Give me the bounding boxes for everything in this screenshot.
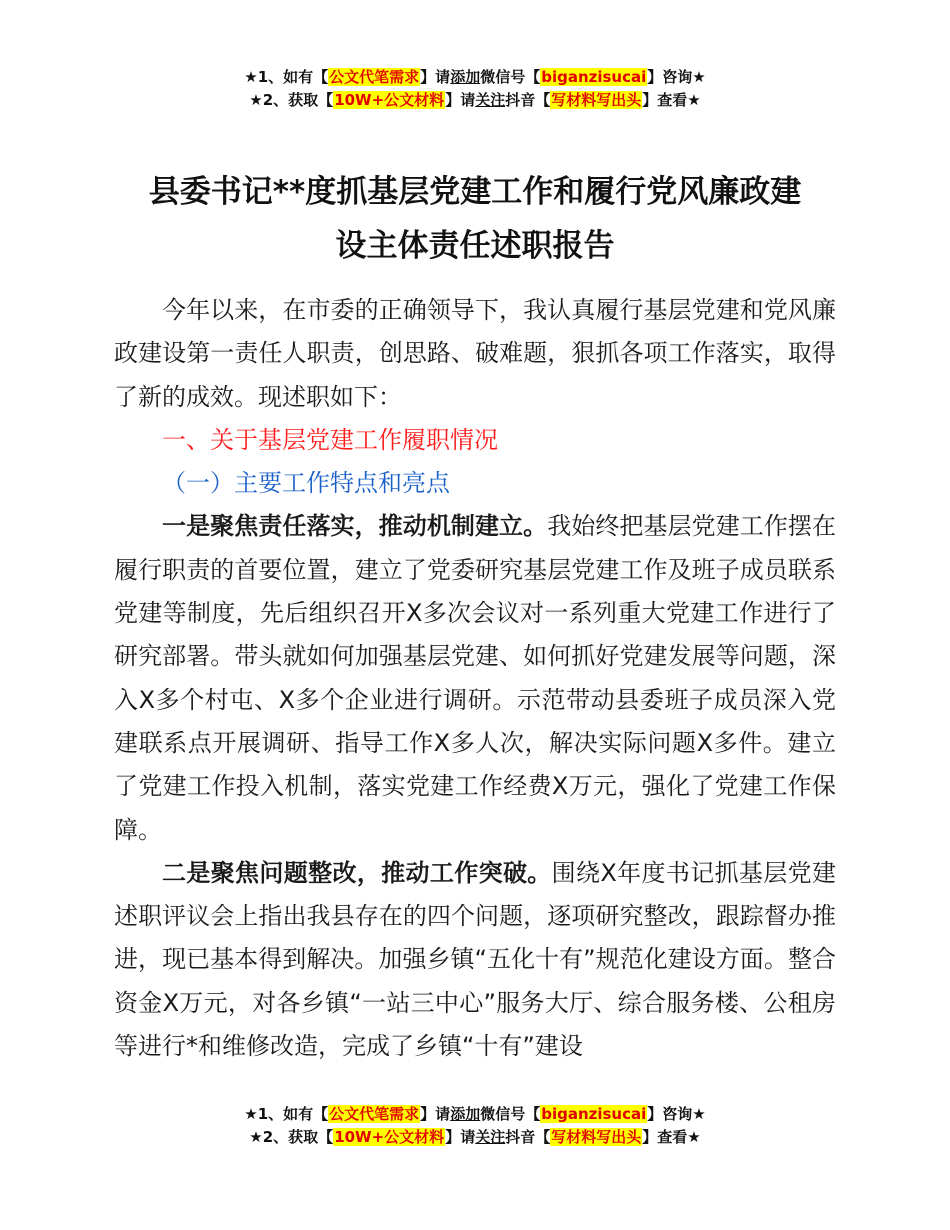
banner-text: 】查看★ (642, 1128, 701, 1146)
banner-underline: 添加 (450, 1105, 481, 1123)
banner-highlight: 公文代笔需求 (329, 1105, 420, 1123)
banner-line-1 (0, 1103, 950, 1126)
paragraph-lead: 二是聚焦问题整改，推动工作突破。 (162, 858, 552, 887)
banner-text: 】咨询★ (647, 1105, 706, 1123)
banner-text: ★1、如有【 (244, 68, 329, 86)
banner-text: 微信号【 (480, 68, 541, 86)
banner-text: 抖音【 (505, 91, 551, 109)
banner-line-2 (0, 1126, 950, 1149)
banner-underline: 添加 (450, 68, 481, 86)
section-heading: 一、关于基层党建工作履职情况 (162, 425, 498, 454)
banner-highlight: 写材料写出头 (551, 91, 642, 109)
banner-text: 】请 (420, 68, 451, 86)
banner-highlight: 10W+公文材料 (334, 1128, 445, 1146)
paragraph-1 (114, 505, 836, 851)
document-title (100, 165, 850, 273)
banner-text: ★1、如有【 (244, 1105, 329, 1123)
banner-line-2 (0, 89, 950, 112)
banner-text: 】查看★ (642, 91, 701, 109)
paragraph-text: 我始终把基层党建工作摆在履行职责的首要位置，建立了党委研究基层党建工作及班子成员联系党建等制度，先后组织召开X多次会议对一系列重大党建工作进行了研究部署。带头就如何加强基层党建、如何抓好党建发展等问题，深入X多个村屯、X多个企业进行调研。示范带动县委班子成员深入党建联系点开展调研、指导工作X多人次，解决实际问题X多件。建立了党建工作投入机制，落实党建工作经费X万元，强化了党建工作保障。 (114, 512, 837, 844)
banner-text: 】请 (420, 1105, 451, 1123)
banner-line-1 (0, 66, 950, 89)
header-banner (0, 66, 950, 112)
banner-text: ★2、获取【 (249, 1128, 334, 1146)
banner-text: 抖音【 (505, 1128, 551, 1146)
paragraph-lead: 一是聚焦责任落实，推动机制建立。 (162, 512, 548, 541)
subsection-heading: （一）主要工作特点和亮点 (162, 469, 450, 498)
banner-text: 微信号【 (480, 1105, 541, 1123)
banner-text: 】请 (445, 91, 476, 109)
banner-underline: 关注 (475, 1128, 506, 1146)
banner-highlight: 写材料写出头 (551, 1128, 642, 1146)
banner-highlight: 公文代笔需求 (329, 68, 420, 86)
banner-highlight: biganzisucai (541, 1105, 647, 1123)
title-line-2: 设主体责任述职报告 (335, 228, 615, 264)
banner-text: 】请 (445, 1128, 476, 1146)
document-body (114, 289, 836, 1068)
title-line-1: 县委书记**度抓基层党建工作和履行党风廉政建 (148, 174, 802, 210)
footer-banner (0, 1103, 950, 1149)
banner-highlight: biganzisucai (541, 68, 647, 86)
paragraph-text: 围绕X年度书记抓基层党建述职评议会上指出我县存在的四个问题，逐项研究整改，跟踪督办推进，现已基本得到解决。加强乡镇“五化十有”规范化建设方面。整合资金X万元，对各乡镇“一站三中心”服务大厅、综合服务楼、公租房等进行*和维修改造，完成了乡镇“十有”建设 (114, 858, 836, 1061)
banner-underline: 关注 (475, 91, 506, 109)
banner-text: 】咨询★ (647, 68, 706, 86)
paragraph-2 (114, 852, 836, 1068)
banner-text: ★2、获取【 (249, 91, 334, 109)
banner-highlight: 10W+公文材料 (334, 91, 445, 109)
intro-paragraph: 今年以来，在市委的正确领导下，我认真履行基层党建和党风廉政建设第一责任人职责，创思路、破难题，狠抓各项工作落实，取得了新的成效。现述职如下： (114, 296, 836, 411)
